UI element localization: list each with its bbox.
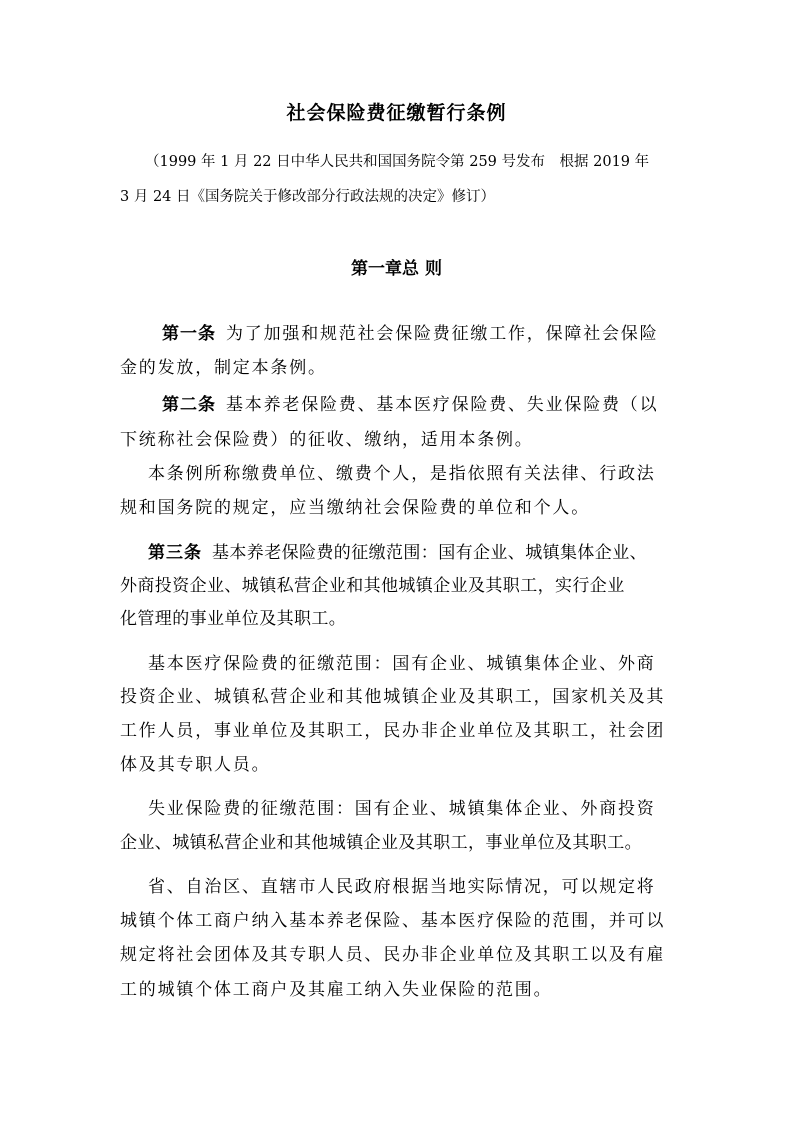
article-3-label: 第三条 [148, 543, 202, 563]
article-3-para-4-line-2: 城镇个体工商户纳入基本养老保险、基本医疗保险的范围，并可以 [120, 911, 666, 931]
article-3-para-3-line-1: 失业保险费的征缴范围：国有企业、城镇集体企业、外商投资 [148, 799, 656, 819]
document-title: 社会保险费征缴暂行条例 [286, 102, 507, 124]
article-1-text-1: 为了加强和规范社会保险费征缴工作，保障社会保险 [226, 324, 659, 344]
article-3-line-2: 外商投资企业、城镇私营企业和其他城镇企业及其职工，实行企业 [120, 576, 625, 596]
subtitle-line-1: （1999 年 1 月 22 日中华人民共和国国务院令第 259 号发布 根据 2019 年 [145, 154, 650, 170]
article-3-para-2-line-3: 工作人员，事业单位及其职工，民办非企业单位及其职工，社会团 [120, 721, 666, 741]
subtitle-line-2: 3 月 24 日《国务院关于修改部分行政法规的决定》修订） [120, 189, 496, 205]
article-2-para-2-line-1: 本条例所称缴费单位、缴费个人，是指依照有关法律、行政法 [148, 464, 656, 484]
article-3-para-2-line-1: 基本医疗保险费的征缴范围：国有企业、城镇集体企业、外商 [148, 654, 656, 674]
article-3-line-3: 化管理的事业单位及其职工。 [120, 609, 347, 629]
article-2-text-1: 基本养老保险费、基本医疗保险费、失业保险费（以 [226, 395, 659, 415]
article-1-line-2: 金的发放，制定本条例。 [120, 358, 327, 378]
article-2-label: 第二条 [162, 395, 216, 415]
article-2-para-2-line-2: 规和国务院的规定，应当缴纳社会保险费的单位和个人。 [120, 498, 590, 518]
chapter-heading: 第一章总 则 [351, 259, 442, 279]
article-1-label: 第一条 [162, 324, 216, 344]
article-3-para-4-line-3: 规定将社会团体及其专职人员、民办非企业单位及其职工以及有雇 [120, 945, 666, 965]
article-3-para-2-line-2: 投资企业、城镇私营企业和其他城镇企业及其职工，国家机关及其 [120, 687, 666, 707]
article-3-para-2-line-4: 体及其专职人员。 [120, 755, 271, 775]
article-3-line-1 [148, 542, 647, 564]
article-1-line-1 [162, 323, 658, 345]
article-3-text-1: 基本养老保险费的征缴范围：国有企业、城镇集体企业、 [212, 543, 647, 563]
article-2-line-2: 下统称社会保险费）的征收、缴纳，适用本条例。 [120, 430, 534, 450]
article-3-para-3-line-2: 企业、城镇私营企业和其他城镇企业及其职工，事业单位及其职工。 [120, 833, 642, 853]
article-2-line-1 [162, 394, 658, 416]
article-3-para-4-line-1: 省、自治区、直辖市人民政府根据当地实际情况，可以规定将 [148, 877, 656, 897]
article-3-para-4-line-4: 工的城镇个体工商户及其雇工纳入失业保险的范围。 [120, 980, 553, 1000]
